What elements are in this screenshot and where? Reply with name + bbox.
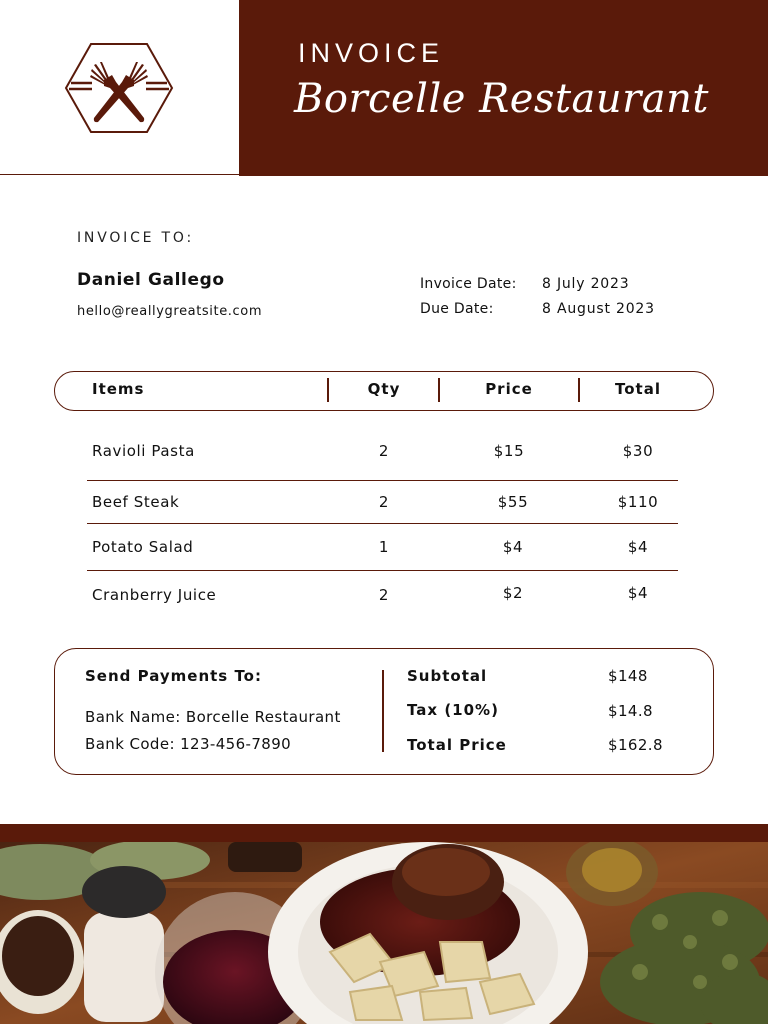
total-price-label: Total Price	[407, 736, 507, 754]
row-price: $15	[493, 442, 525, 460]
header-price: Price	[485, 380, 533, 398]
food-photo	[0, 842, 768, 1024]
summary-divider	[382, 670, 384, 752]
tax-label: Tax (10%)	[407, 701, 499, 719]
row-divider	[87, 480, 678, 481]
invoice-header	[0, 0, 768, 176]
customer-name: Daniel Gallego	[77, 270, 225, 290]
invoice-to-label: INVOICE TO:	[77, 230, 194, 246]
bank-code: Bank Code: 123-456-7890	[85, 735, 292, 753]
total-price-value: $162.8	[608, 736, 663, 754]
crossed-forks-icon	[64, 42, 174, 134]
header-divider	[578, 378, 580, 402]
invoice-title: INVOICE	[298, 38, 445, 68]
header-total: Total	[615, 380, 661, 398]
invoice-date-label: Invoice Date:	[420, 276, 517, 292]
header-divider	[327, 378, 329, 402]
row-price: $4	[502, 538, 524, 556]
header-divider	[438, 378, 440, 402]
customer-email: hello@reallygreatsite.com	[77, 304, 263, 319]
food-illustration	[0, 842, 768, 1024]
header-qty: Qty	[367, 380, 401, 398]
restaurant-name: Borcelle Restaurant	[294, 76, 709, 122]
row-qty: 2	[378, 493, 390, 511]
row-item: Beef Steak	[92, 493, 180, 511]
row-item: Potato Salad	[92, 538, 194, 556]
row-divider	[87, 523, 678, 524]
due-date-label: Due Date:	[420, 301, 494, 317]
row-item: Cranberry Juice	[92, 586, 217, 604]
row-item: Ravioli Pasta	[92, 442, 195, 460]
tax-value: $14.8	[608, 702, 653, 720]
row-qty: 2	[378, 586, 390, 604]
row-price: $55	[497, 493, 529, 511]
row-total: $4	[627, 584, 649, 602]
due-date-value: 8 August 2023	[542, 301, 655, 317]
row-total: $110	[617, 493, 659, 511]
row-qty: 2	[378, 442, 390, 460]
subtotal-value: $148	[608, 667, 648, 685]
invoice-date-value: 8 July 2023	[542, 276, 630, 292]
bank-name: Bank Name: Borcelle Restaurant	[85, 708, 341, 726]
row-total: $4	[627, 538, 649, 556]
row-price: $2	[502, 584, 524, 602]
payment-title: Send Payments To:	[85, 667, 262, 685]
header-items: Items	[92, 380, 145, 398]
footer-band	[0, 824, 768, 842]
row-total: $30	[622, 442, 654, 460]
subtotal-label: Subtotal	[407, 667, 488, 685]
logo-panel	[0, 0, 239, 175]
row-qty: 1	[378, 538, 390, 556]
row-divider	[87, 570, 678, 571]
